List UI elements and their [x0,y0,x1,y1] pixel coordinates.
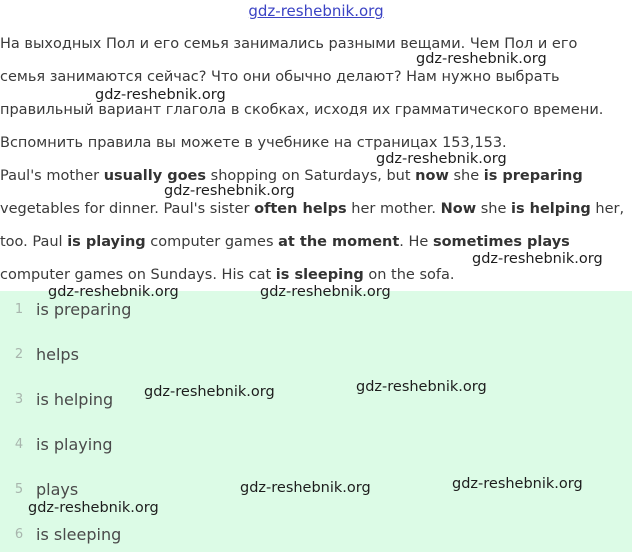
answer-text: is sleeping [36,524,122,544]
answer-item [0,432,112,456]
story-line [0,160,632,193]
answer-text: is preparing [36,299,132,319]
site-link[interactable]: gdz-reshebnik.org [248,2,384,20]
answer-text: helps [36,344,79,364]
instruction-line: семья занимаются сейчас? Что они обычно делают? Нам нужно выбрать [0,69,560,85]
answer-item [0,387,113,411]
answer-item [0,297,131,321]
watermark: gdz-reshebnik.org [95,87,226,103]
story-text: her, [590,201,625,217]
highlighted-verb: Now [440,201,477,217]
answer-text: is helping [36,389,114,409]
highlighted-verb: is playing [67,234,146,250]
highlighted-verb: is preparing [483,168,583,184]
highlighted-verb: is sleeping [275,267,364,283]
highlighted-verb: at the moment [278,234,400,250]
watermark: gdz-reshebnik.org [356,379,487,395]
story-text: her mother. [346,201,441,217]
story-line [0,259,632,292]
answer-number: 3 [14,391,24,407]
highlighted-verb: now [415,168,449,184]
highlighted-verb: is helping [510,201,591,217]
instruction-line: правильный вариант глагола в скобках, исходя их грамматического времени. [0,102,604,118]
watermark: gdz-reshebnik.org [472,251,603,267]
answer-number: 5 [14,481,24,497]
watermark: gdz-reshebnik.org [48,284,179,300]
answer-number: 1 [14,301,24,317]
answer-item [0,477,78,501]
story-text: vegetables for dinner. Paul's sister [0,201,255,217]
instruction-line: Вспомнить правила вы можете в учебнике на страницах 153,153. [0,135,507,151]
exercise-text [0,28,632,292]
watermark: gdz-reshebnik.org [260,284,391,300]
watermark: gdz-reshebnik.org [376,151,507,167]
story-text: computer games on Sundays. His cat [0,267,276,283]
answer-item [0,522,121,546]
answer-number: 2 [14,346,24,362]
story-text: she [448,168,484,184]
answer-number: 6 [14,526,24,542]
story-text: shopping on Saturdays, but [206,168,416,184]
watermark: gdz-reshebnik.org [416,51,547,67]
story-text: . He [399,234,433,250]
story-text: computer games [145,234,279,250]
instruction-line: На выходных Пол и его семья занимались разными вещами. Чем Пол и его [0,36,578,52]
answer-text: is playing [36,434,113,454]
highlighted-verb: usually goes [103,168,207,184]
highlighted-verb: often helps [254,201,347,217]
story-text: too. Paul [0,234,68,250]
answer-item [0,342,79,366]
answers-panel [0,291,632,552]
story-text: Paul's mother [0,168,104,184]
story-text: she [476,201,511,217]
watermark: gdz-reshebnik.org [452,476,583,492]
answer-number: 4 [14,436,24,452]
story-text: on the sofa. [363,267,455,283]
answer-text: plays [36,479,79,499]
highlighted-verb: sometimes plays [432,234,570,250]
watermark: gdz-reshebnik.org [164,183,295,199]
story-line [0,193,632,226]
watermark: gdz-reshebnik.org [28,500,159,516]
story-line [0,226,632,259]
watermark: gdz-reshebnik.org [240,480,371,496]
watermark: gdz-reshebnik.org [144,384,275,400]
